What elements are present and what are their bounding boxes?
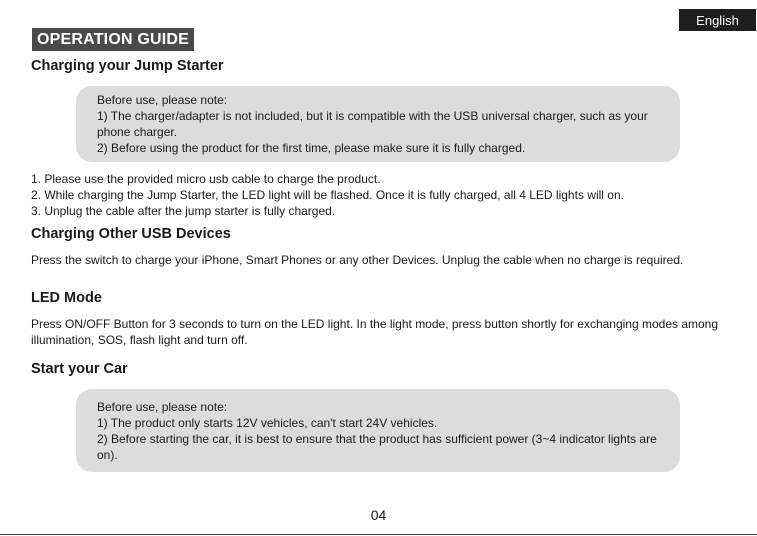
heading-charging-jump-starter: Charging your Jump Starter	[31, 58, 224, 74]
paragraph-led-mode: Press ON/OFF Button for 3 seconds to turn on the LED light. In the light mode, press button shortly for exchanging modes among illumination, SOS, flash light and turn off.	[31, 317, 719, 347]
heading-start-car: Start your Car	[31, 361, 128, 377]
heading-charging-other-usb: Charging Other USB Devices	[31, 226, 231, 242]
bottom-divider	[0, 534, 757, 535]
note-line: 2) Before starting the car, it is best to ensure that the product has sufficient power (3~4 indicator lights are on).	[97, 432, 657, 462]
note-line: 1) The product only starts 12V vehicles, can't start 24V vehicles.	[97, 416, 438, 430]
list-item: 3. Unplug the cable after the jump starter is fully charged.	[31, 204, 336, 218]
heading-led-mode: LED Mode	[31, 290, 102, 306]
list-item: 2. While charging the Jump Starter, the LED light will be flashed. Once it is fully charged, all 4 LED lights will on.	[31, 188, 624, 202]
note-box-start-car	[76, 389, 680, 472]
list-item: 1. Please use the provided micro usb cable to charge the product.	[31, 172, 381, 186]
page-number: 04	[370, 507, 387, 523]
note-box-charging	[76, 86, 680, 162]
paragraph-charging-other-usb: Press the switch to charge your iPhone, Smart Phones or any other Devices. Unplug the cable when no charge is required.	[31, 253, 684, 267]
note-line: Before use, please note:	[97, 400, 228, 414]
note-line: 2) Before using the product for the first time, please make sure it is fully charged.	[97, 141, 526, 155]
guide-title: OPERATION GUIDE	[32, 28, 194, 51]
note-line: 1) The charger/adapter is not included, but it is compatible with the USB universal charger, such as your phone charger.	[97, 109, 648, 139]
language-tab: English	[679, 9, 756, 31]
note-line: Before use, please note:	[97, 93, 228, 107]
charging-steps-list	[31, 171, 624, 219]
